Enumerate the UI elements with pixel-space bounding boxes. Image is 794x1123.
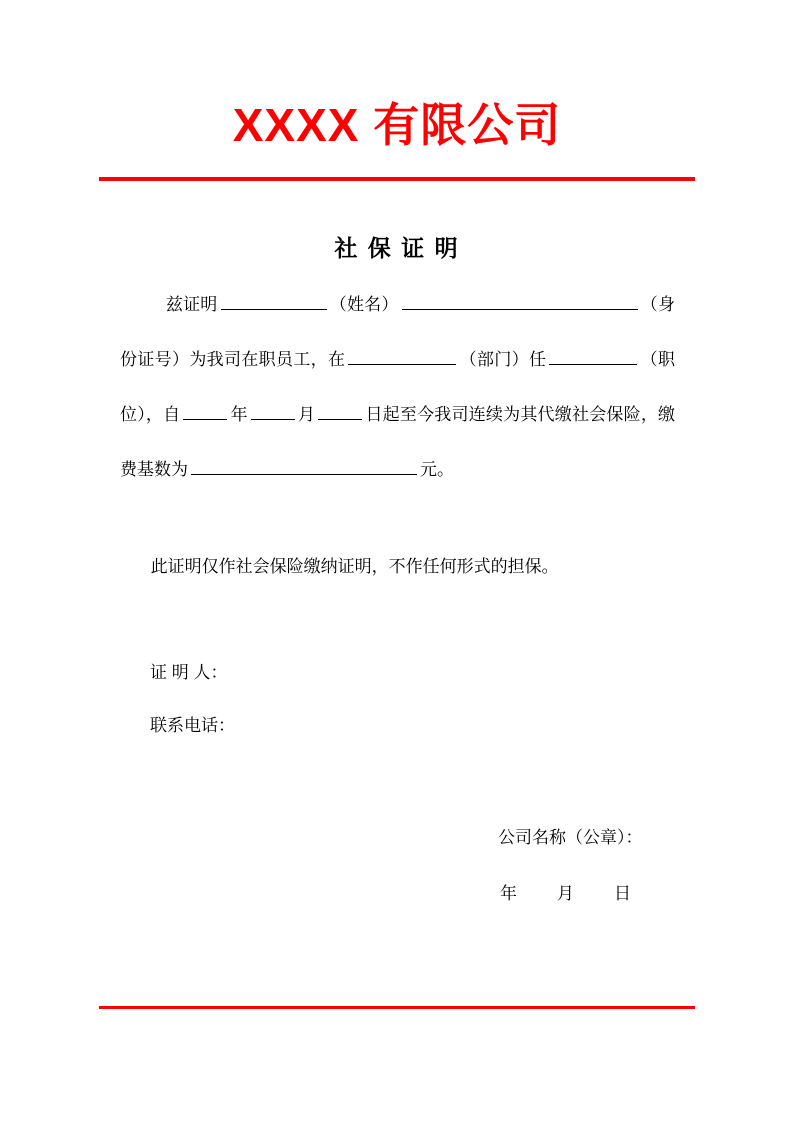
blank-department-field: [348, 350, 456, 365]
blank-day-field: [318, 405, 362, 420]
header-divider: [99, 177, 695, 181]
body-id-label: （身份证号）为我司在职员工，在: [120, 295, 676, 369]
blank-position-field: [549, 350, 637, 365]
year-label: 年: [500, 884, 517, 903]
blank-base-amount-field: [191, 460, 417, 475]
contact-phone-label: 联系电话：: [150, 716, 235, 735]
body-position-label: （职位），自: [120, 350, 676, 424]
body-month-label: 月: [297, 405, 316, 424]
blank-id-number-field: [402, 295, 638, 310]
day-label: 日: [614, 884, 631, 903]
blank-month-field: [251, 405, 295, 420]
body-department-label: （部门）任: [459, 350, 547, 369]
company-seal-label: 公司名称（公章）：: [498, 828, 643, 847]
certifier-label: 证 明 人：: [150, 663, 228, 682]
blank-name-field: [221, 295, 327, 310]
body-year-label: 年: [230, 405, 248, 424]
company-name: XXXX 有限公司: [232, 99, 562, 151]
body-intro-text: 兹证明: [165, 295, 218, 314]
disclaimer-text: 此证明仅作社会保险缴纳证明，不作任何形式的担保。: [150, 557, 559, 576]
certificate-body: [120, 277, 675, 497]
date-line: [500, 883, 794, 905]
footer-divider: [99, 1006, 695, 1009]
blank-year-field: [183, 405, 227, 420]
month-label: 月: [557, 884, 574, 903]
document-title: 社 保 证 明: [334, 235, 460, 261]
body-name-label: （姓名）: [329, 295, 399, 314]
body-day-text: 日起至今我司连续为其代缴社会保险，缴费基数为: [120, 405, 676, 479]
body-unit-label: 元。: [420, 460, 454, 479]
